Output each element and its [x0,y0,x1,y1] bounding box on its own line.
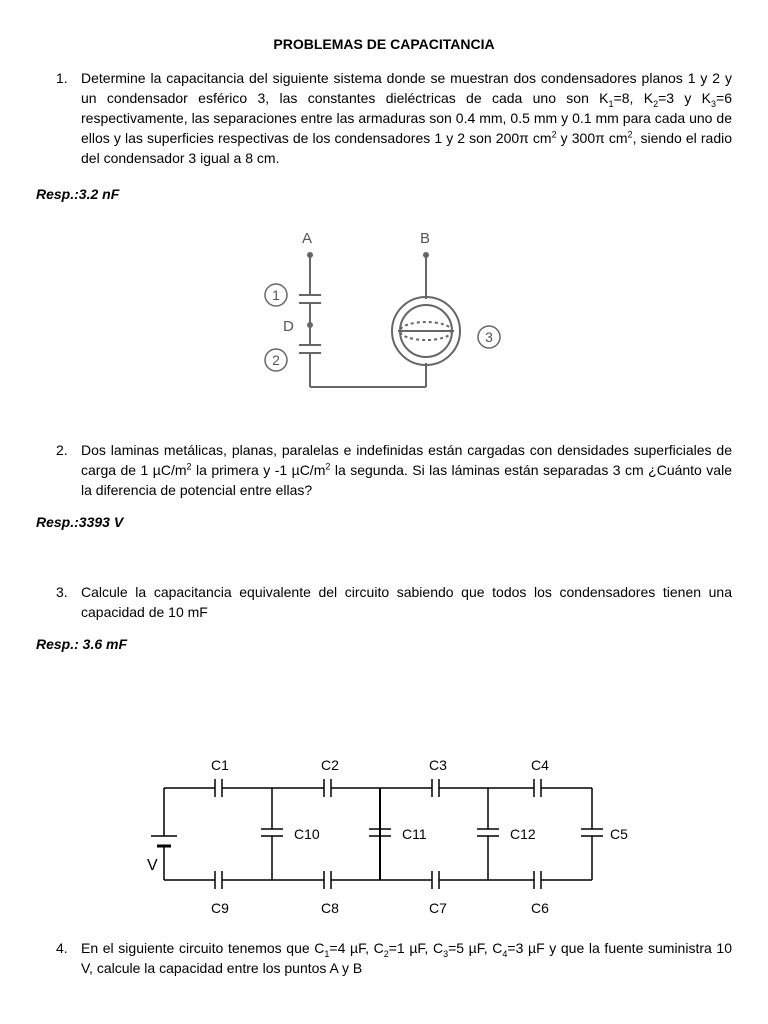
label-b: B [420,230,431,247]
answer-2: Resp.:3393 V [36,514,124,530]
label-3: 3 [485,329,493,345]
cap-label-c6: C6 [531,900,549,916]
problem-text: En el siguiente circuito tenemos que $C_1=4$ µF, $C_2=1$ µF, $C_3=5$ µF, $C_4=3$ µF y que la fuente suministra 10 V, calcule la capacidad entre los puntos A y B [81,940,732,976]
problem-2 [56,440,732,500]
cap-label-c3: C3 [429,757,447,773]
answer-1: Resp.:3.2 nF [36,186,120,202]
problem-text: Calcule la capacitancia equivalente del circuito sabiendo que todos los condensadores tienen una capacidad de 10 mF [81,584,732,620]
cap-label-c1: C1 [211,757,229,773]
cap-label-c2: C2 [321,757,339,773]
problem-number: 4. [56,940,68,956]
capacitor-system-diagram [250,225,520,400]
problem-4 [56,938,732,978]
cap-label-c4: C4 [531,757,549,773]
cap-label-c9: C9 [211,900,229,916]
label-2: 2 [272,352,280,368]
cap-label-c5: C5 [610,826,628,842]
page-title: PROBLEMAS DE CAPACITANCIA [273,36,495,52]
problem-text: Determine la capacitancia del siguiente sistema donde se muestran dos condensadores planos 1 y 2 y un condensador esférico 3, las constantes dieléctricas de cada uno son $K_1=8$, $K_2=3$ y $K_3=6$ respectivamente, las separaciones entre las armaduras son 0.4 mm, 0.5 mm y 0.1 mm para cada uno de ellos y las superficies respectivas de los condensadores 1 y 2 son 200π $cm^2$ y 300π $cm^2$, siendo el radio del condensador 3 igual a 8 cm. [81,70,732,166]
cap-label-c10: C10 [294,826,320,842]
problem-number: 3. [56,584,68,600]
problem-1 [56,68,732,168]
cap-label-c12: C12 [510,826,536,842]
answer-3: Resp.: 3.6 mF [36,636,128,652]
cap-label-c7: C7 [429,900,447,916]
cap-label-c11: C11 [402,826,427,842]
label-d: D [283,318,294,335]
capacitor-circuit-diagram [140,748,640,923]
cap-label-c8: C8 [321,900,339,916]
problem-text: Dos laminas metálicas, planas, paralelas e indefinidas están cargadas con densidades superficiales de carga de 1 $\mu C/m^2$ la primera y -1 $\mu C/m^2$ la segunda. Si las láminas están separadas 3 cm ¿Cuánto vale la diferencia de potencial entre ellas? [81,442,732,498]
label-1: 1 [272,287,280,303]
problem-number: 1. [56,70,68,86]
source-label: V [147,857,158,874]
problem-3 [56,582,732,622]
problem-number: 2. [56,442,68,458]
label-a: A [302,230,313,247]
